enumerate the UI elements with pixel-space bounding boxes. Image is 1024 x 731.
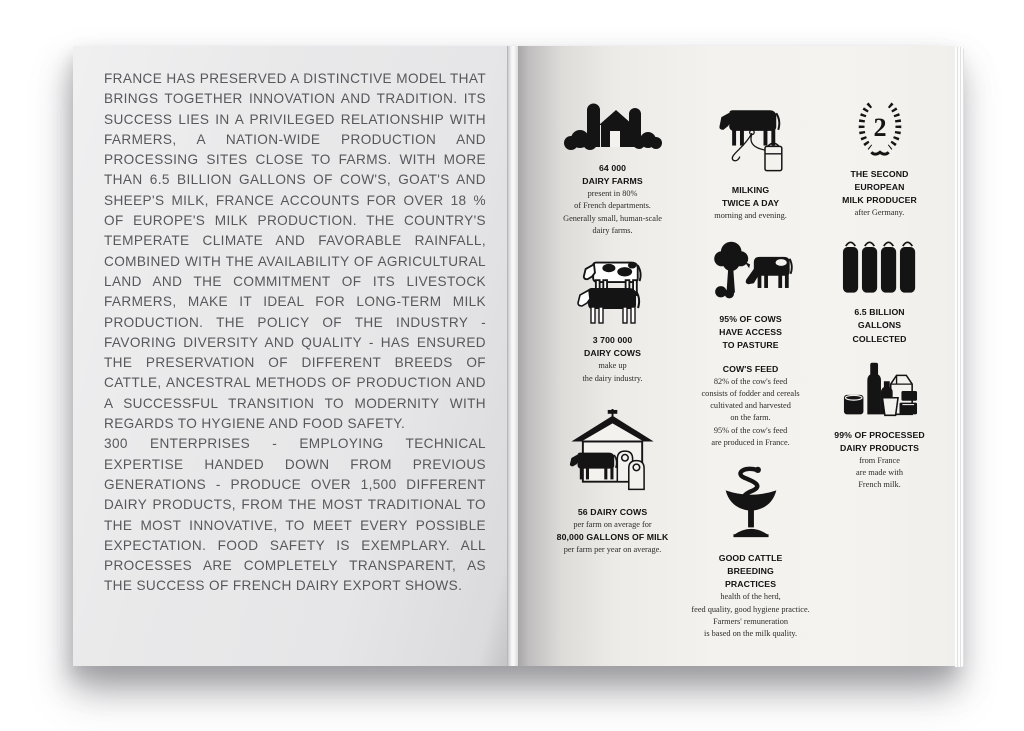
caption-body-line: present in 80% [587,189,638,199]
caption-body-line: per farm per year on average. [563,545,662,555]
caption-title-line: MILK PRODUCER [842,195,917,206]
caption-title-line: COLLECTED [852,333,907,344]
infographic [518,46,955,640]
two-cows-icon [573,255,653,325]
caption-body-line: French milk. [858,480,901,490]
info-item [709,99,793,222]
caption-body-line: 95% of the cow's feed [713,425,788,435]
infographic-column-3 [816,93,943,640]
book-spread [73,46,955,666]
milking-cow-icon [709,99,793,175]
caption [853,306,907,345]
caption-title-line: 95% OF COWS [719,314,782,325]
caption-title-line: 80,000 GALLONS OF MILK [556,532,669,543]
caption-body-line: after Germany. [854,208,905,218]
caption-title-line: DAIRY PRODUCTS [839,442,920,453]
caption-title-line: HAVE ACCESS [719,327,782,338]
milk-churns-icon [842,237,918,297]
caption [563,162,662,237]
caption [719,313,782,352]
caption-body-line: make up [598,361,627,371]
paragraph: FRANCE HAS PRESERVED A DISTINCTIVE MODEL THAT BRINGS TOGETHER INNOVATION AND TRADITION. ITS SUCCESS LIES IN A PRIVILEGED RELATIONSHIP WITH FARMERS, A NATION-WIDE PRODUCTION AND PROCESSING SITES CLOSE TO FARMS. WITH MORE THAN 6.5 BILLION GALLONS OF COW'S, GOAT'S AND SHEEP'S MILK, FRANCE ACCOUNTS FOR OVER 18 % OF EUROPE'S MILK PRODUCTION. THE COUNTRY'S TEMPERATE CLIMATE AND FAVORABLE RAINFALL, COMBINED WITH THE AVAILABILITY OF AGRICULTURAL LAND AND THE COMMITMENT OF ITS LIVESTOCK FARMERS, MAKE IT IDEAL FOR LONG-TERM MILK PRODUCTION. THE POLICY OF THE INDUSTRY - FAVORING DIVERSITY AND QUALITY - HAS ENSURED THE PRESERVATION OF DIFFERENT BREEDS OF CATTLE, ANCESTRAL METHODS OF PRODUCTION AND A SUCCESSFUL TRANSITION TO MODERNITY WITH REGARDS TO HYGIENE AND FOOD SAFETY. [104,71,486,432]
caption [834,429,924,492]
laurel-wreath-icon [854,99,906,159]
dairy-products-icon [842,358,918,420]
info-item [557,409,669,557]
pasture-cow-icon [708,238,794,304]
caption-body-line: per farm on average for [573,519,652,529]
left-page-text [104,69,486,597]
info-item [842,237,918,345]
caption-title-line: 3 700 000 [592,335,633,346]
caption-body-line: Farmers' remuneration [713,616,789,626]
caption-body-line: health of the herd, [720,592,781,602]
caption-title-line: GALLONS [857,320,902,331]
caption [701,363,799,450]
caption [557,506,669,557]
hygieia-bowl-icon [723,465,779,543]
caption-title-line: DAIRY FARMS [582,176,643,187]
caption-body-line: are made with [856,467,904,477]
caption-body-line: the dairy industry. [582,373,643,383]
caption-title-line: GOOD CATTLE [718,553,783,564]
caption-title-line: THE SECOND [850,169,909,179]
caption-title-line: TWICE A DAY [722,198,780,209]
caption-body-line: of French departments. [574,201,651,211]
caption-title-line: 99% OF PROCESSED [834,429,925,440]
caption-title-line: BREEDING [727,566,774,577]
info-item [708,238,794,352]
caption-body-line: consists of fodder and cereals [701,388,800,398]
caption-body-line: dairy farms. [592,225,633,235]
caption-title-line: 6.5 BILLION [854,307,905,318]
caption-body-line: 82% of the cow's feed [713,376,788,386]
caption-title-line: PRACTICES [725,579,777,590]
caption [691,552,809,640]
caption-title-line: EUROPEAN [854,182,905,193]
info-item [834,358,924,492]
infographic-column-1 [540,93,685,640]
caption-body-line: morning and evening. [714,211,787,221]
caption-body-line: are produced in France. [711,437,790,447]
caption-title-line: 56 DAIRY COWS [577,506,648,517]
barn-cow-icon [567,409,659,497]
caption-title-line: DAIRY COWS [584,348,642,359]
caption-title-line: 64 000 [598,163,627,173]
caption-body-line: from France [859,455,900,465]
caption-title-line: MILKING [731,185,770,195]
caption [714,184,787,222]
caption-title-line: COW'S FEED [722,363,779,374]
left-page [73,46,508,666]
book-gutter [508,46,518,666]
info-item [691,465,809,640]
caption-body-line: feed quality, good hygiene practice. [691,604,810,614]
info-item [842,99,917,219]
caption-body-line: on the farm. [730,413,771,423]
caption [582,334,642,385]
farm-icon [563,95,663,153]
right-page [518,46,955,666]
caption-body-line: cultivated and harvested [710,401,791,411]
caption-body-line: Generally small, human-scale [563,213,662,223]
info-item [563,95,663,237]
infographic-column-2 [685,93,816,640]
caption-title-line: TO PASTURE [722,340,779,351]
info-item [573,255,653,385]
paragraph: 300 ENTERPRISES - EMPLOYING TECHNICAL EXPERTISE HANDED DOWN FROM PREVIOUS GENERATIONS - PRODUCE OVER 1,500 DIFFERENT DAIRY PRODUCTS, FROM THE MOST TRADITIONAL TO THE MOST INNOVATIVE, TO MEET EVERY POSSIBLE EXPECTATION. FOOD SAFETY IS EXEMPLARY. ALL PROCESSES ARE COMPLETELY TRANSPARENT, AS THE SUCCESS OF FRENCH DAIRY EXPORT SHOWS. [104,436,486,594]
caption-body-line: is based on the milk quality. [704,629,798,639]
info-item [701,363,799,450]
caption [842,168,917,219]
wreath-number: 2 [872,112,887,142]
